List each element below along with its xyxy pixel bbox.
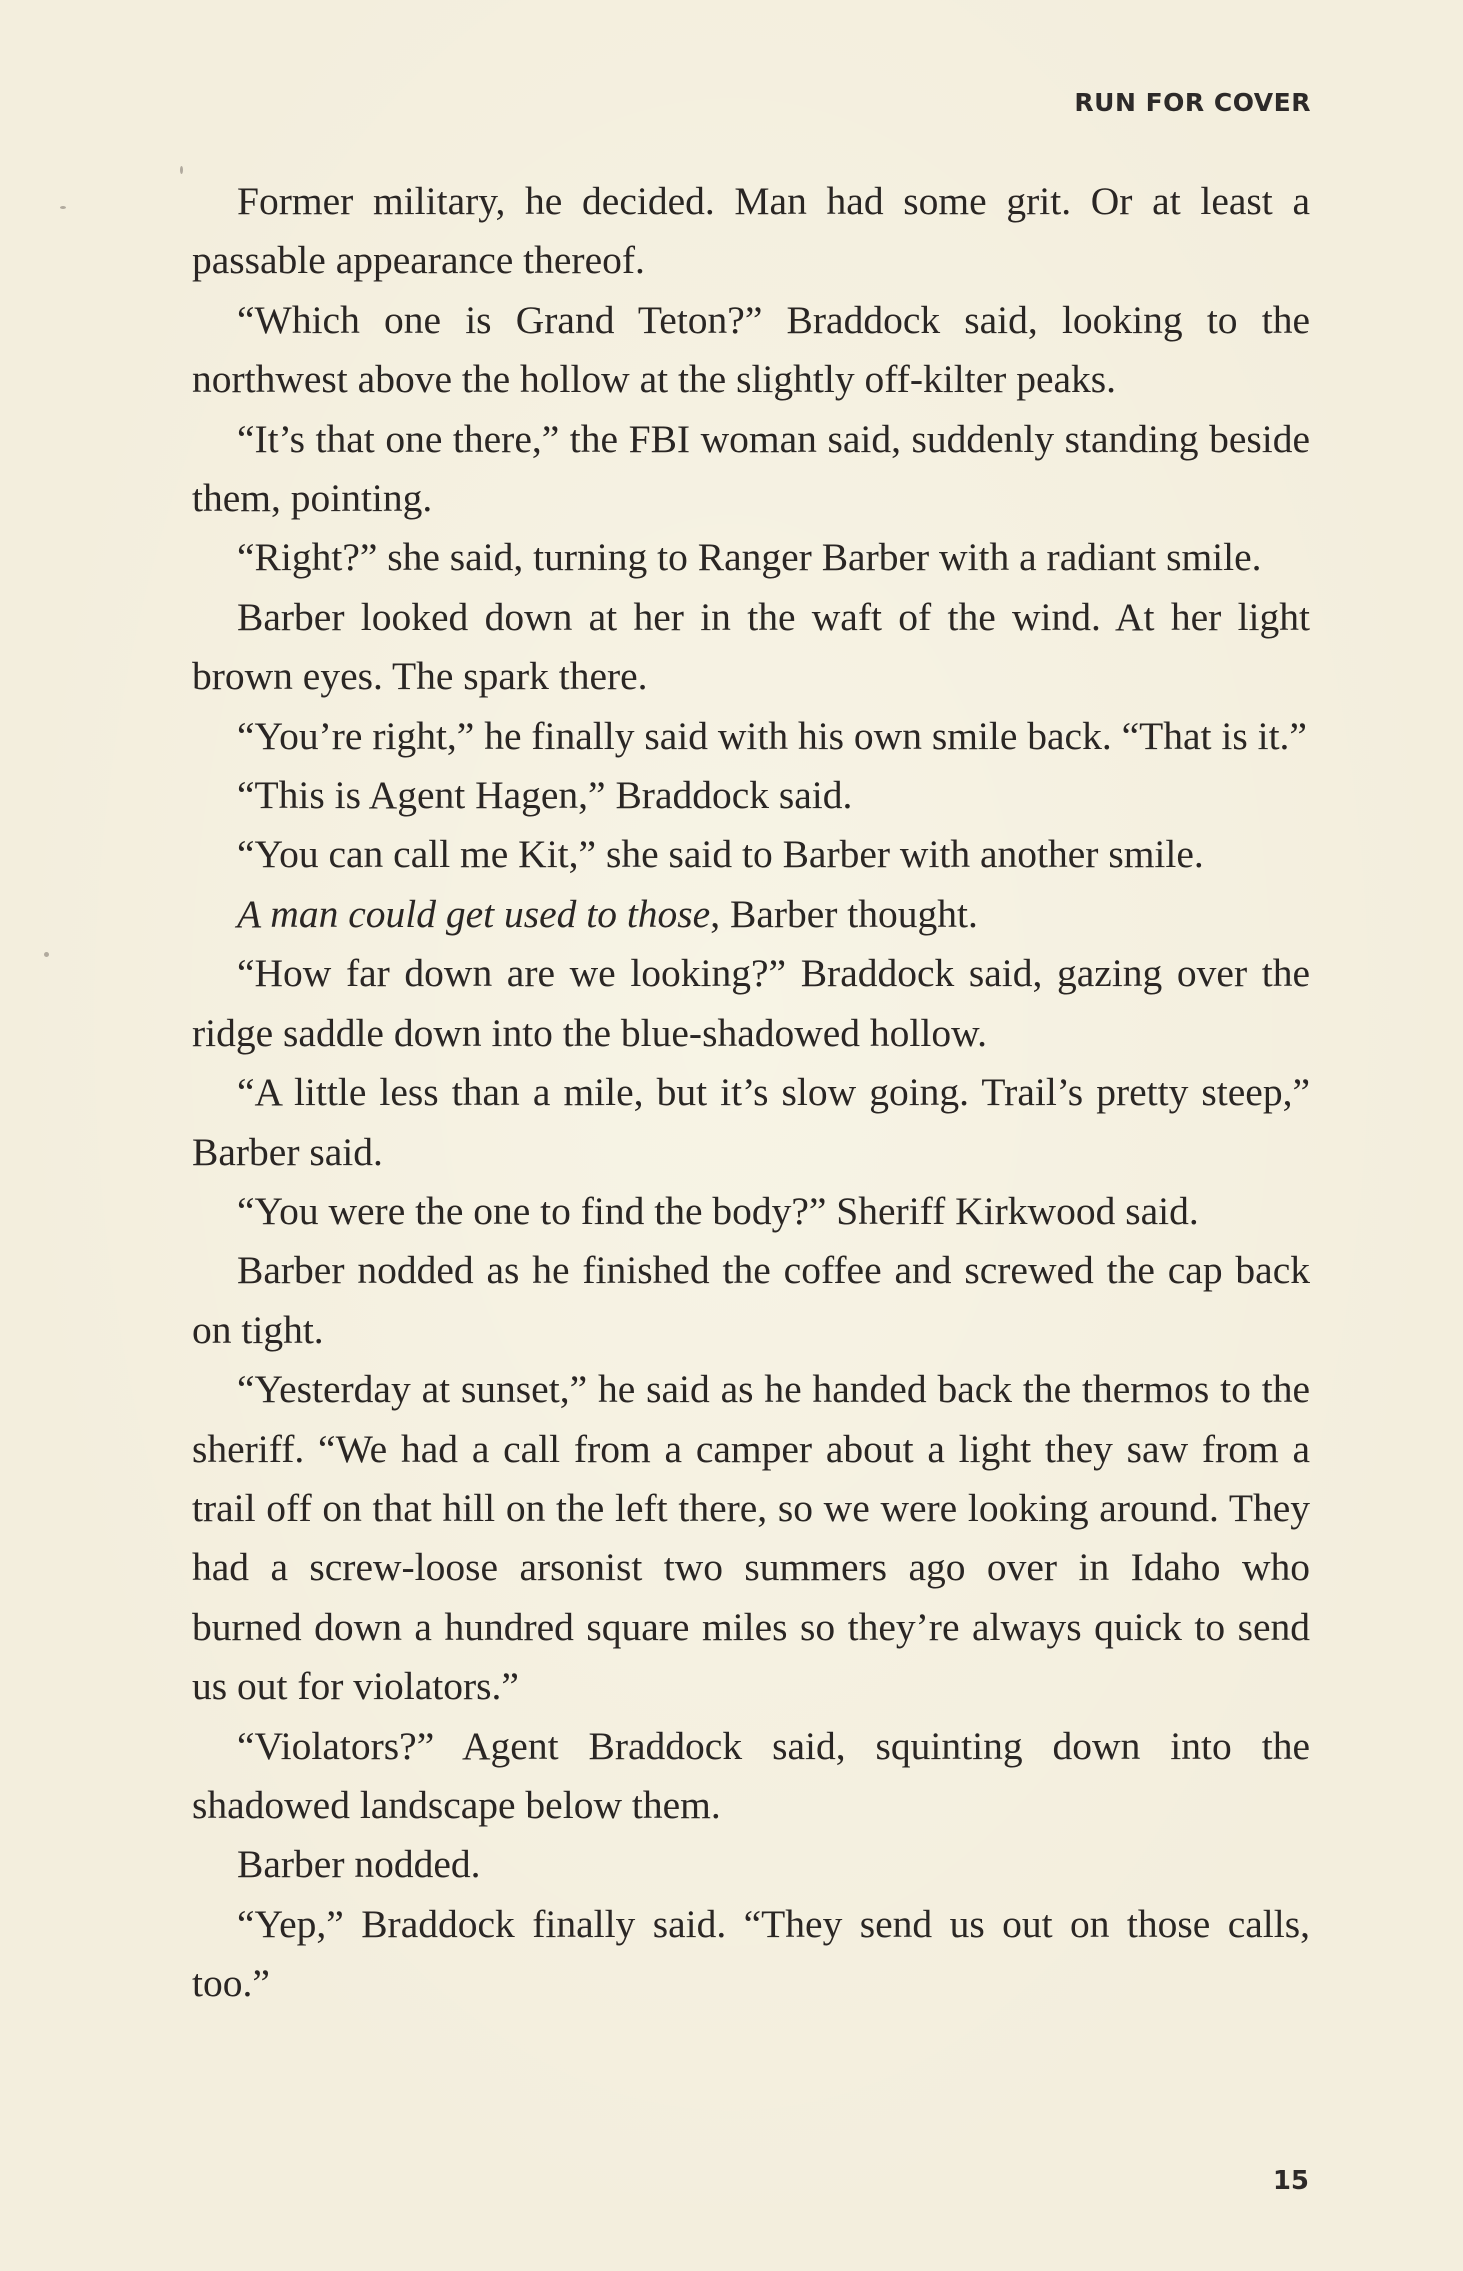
paragraph: Former military, he decided. Man had some grit. Or at least a passable appearance thereof. (192, 179, 1310, 283)
paragraph: “You can call me Kit,” she said to Barber with another smile. (237, 832, 1204, 877)
paper-speck (60, 206, 66, 209)
paragraph: Barber nodded as he finished the coffee and screwed the cap back on tight. (192, 1248, 1310, 1352)
paragraph: “Yep,” Braddock finally said. “They send us out on those calls, too.” (192, 1901, 1310, 2006)
paragraph: “Right?” she said, turning to Ranger Barber with a radiant smile. (237, 535, 1262, 580)
paragraph: Barber looked down at her in the waft of the wind. At her light brown eyes. The spark there. (192, 594, 1310, 699)
paragraph: “Yesterday at sunset,” he said as he handed back the thermos to the sheriff. “We had a call from a camper about a light they saw from a trail off on that hill on the left there, so we were looking around. They had a screw-loose arsonist two summers ago over in Idaho who burned down a hundred square miles so they’re always quick to send us out for violators.” (192, 1367, 1310, 1709)
paragraph: “This is Agent Hagen,” Braddock said. (237, 773, 853, 818)
paragraph: “Which one is Grand Teton?” Braddock said, looking to the northwest above the hollow at the slightly off-kilter peaks. (192, 297, 1310, 402)
paragraph: “A little less than a mile, but it’s slow going. Trail’s pretty steep,” Barber said. (192, 1070, 1310, 1174)
paragraph (192, 885, 1310, 944)
body-text (192, 172, 1310, 2014)
paragraph: “Violators?” Agent Braddock said, squinting down into the shadowed landscape below them. (192, 1723, 1310, 1827)
paragraph: “You’re right,” he finally said with his own smile back. “That is it.” (237, 713, 1307, 758)
paper-speck (180, 166, 183, 174)
italic-thought: A man could get used to those (237, 891, 711, 936)
paper-speck (44, 952, 49, 957)
paragraph: “How far down are we looking?” Braddock said, gazing over the ridge saddle down into the blue-shadowed hollow. (192, 951, 1310, 1055)
paragraph: “You were the one to find the body?” Sheriff Kirkwood said. (237, 1188, 1199, 1233)
paragraph-text: , Barber thought. (710, 891, 978, 936)
running-head: RUN FOR COVER (1074, 88, 1311, 117)
page-number: 15 (1272, 2166, 1309, 2196)
paragraph: “It’s that one there,” the FBI woman said, suddenly standing beside them, pointing. (192, 416, 1310, 521)
paragraph: Barber nodded. (237, 1842, 481, 1887)
